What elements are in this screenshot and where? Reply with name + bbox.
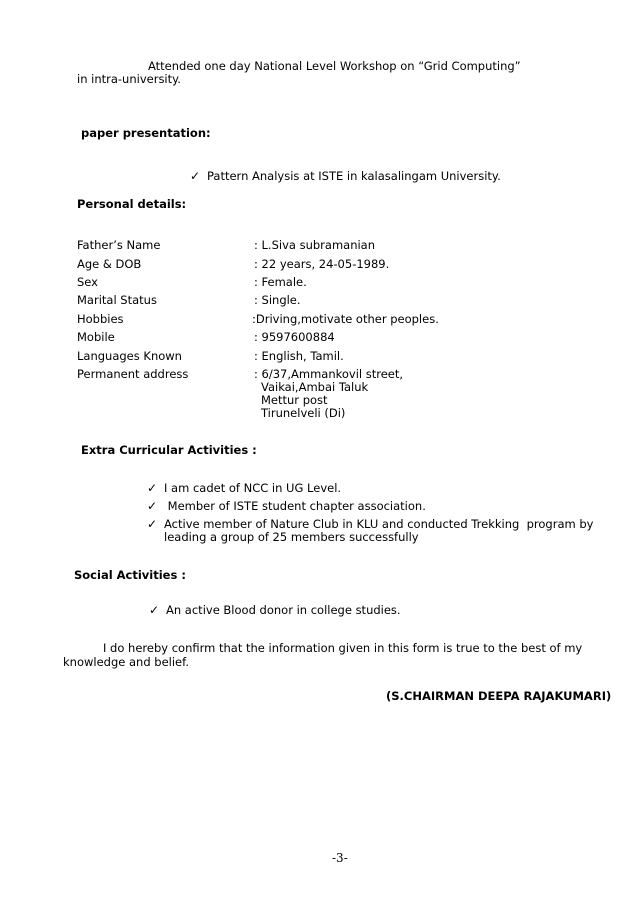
signature-name: (S.CHAIRMAN DEEPA RAJAKUMARI) (386, 689, 612, 703)
sex-value: : Female. (254, 275, 307, 289)
marital-status-label: Marital Status (77, 293, 157, 307)
languages-label: Languages Known (77, 349, 182, 363)
check-icon: ✓ (147, 499, 158, 513)
declaration-line-1: I do hereby confirm that the information given in this form is true to the best of my (103, 641, 583, 655)
address-value-line-1: : 6/37,Ammankovil street, (254, 367, 404, 381)
extra-curricular-heading: Extra Curricular Activities : (81, 443, 257, 457)
paper-presentation-heading: paper presentation: (81, 126, 211, 140)
languages-value: : English, Tamil. (254, 349, 344, 363)
check-icon: ✓ (147, 481, 158, 495)
check-icon: ✓ (149, 603, 160, 617)
mobile-value: : 9597600884 (254, 330, 335, 344)
address-value-line-3: Mettur post (261, 393, 328, 407)
workshop-line-2: in intra-university. (77, 72, 181, 86)
fathers-name-value: : L.Siva subramanian (254, 238, 376, 252)
sex-label: Sex (77, 275, 98, 289)
address-label: Permanent address (77, 367, 189, 381)
hobbies-label: Hobbies (77, 312, 124, 326)
extra-item-1: I am cadet of NCC in UG Level. (164, 481, 342, 495)
age-dob-value: : 22 years, 24-05-1989. (254, 257, 390, 271)
paper-item-1: Pattern Analysis at ISTE in kalasalingam University. (207, 169, 501, 183)
extra-item-3: Active member of Nature Club in KLU and conducted Trekking program by (164, 517, 594, 531)
workshop-line-1: Attended one day National Level Workshop on “Grid Computing” (148, 59, 521, 73)
fathers-name-label: Father’s Name (77, 238, 161, 252)
extra-item-2: Member of ISTE student chapter association. (164, 499, 426, 513)
declaration-line-2: knowledge and belief. (63, 655, 189, 669)
extra-item-3-continued: leading a group of 25 members successfully (164, 530, 419, 544)
social-item-1: An active Blood donor in college studies. (166, 603, 401, 617)
social-activities-heading: Social Activities : (74, 568, 186, 582)
age-dob-label: Age & DOB (77, 257, 142, 271)
check-icon: ✓ (190, 169, 201, 183)
address-value-line-4: Tirunelveli (Di) (261, 406, 346, 420)
check-icon: ✓ (147, 517, 158, 531)
address-value-line-2: Vaikai,Ambai Taluk (261, 380, 369, 394)
page-number: -3- (332, 851, 348, 865)
personal-details-heading: Personal details: (77, 197, 187, 211)
hobbies-value: :Driving,motivate other peoples. (252, 312, 439, 326)
mobile-label: Mobile (77, 330, 115, 344)
marital-status-value: : Single. (254, 293, 301, 307)
